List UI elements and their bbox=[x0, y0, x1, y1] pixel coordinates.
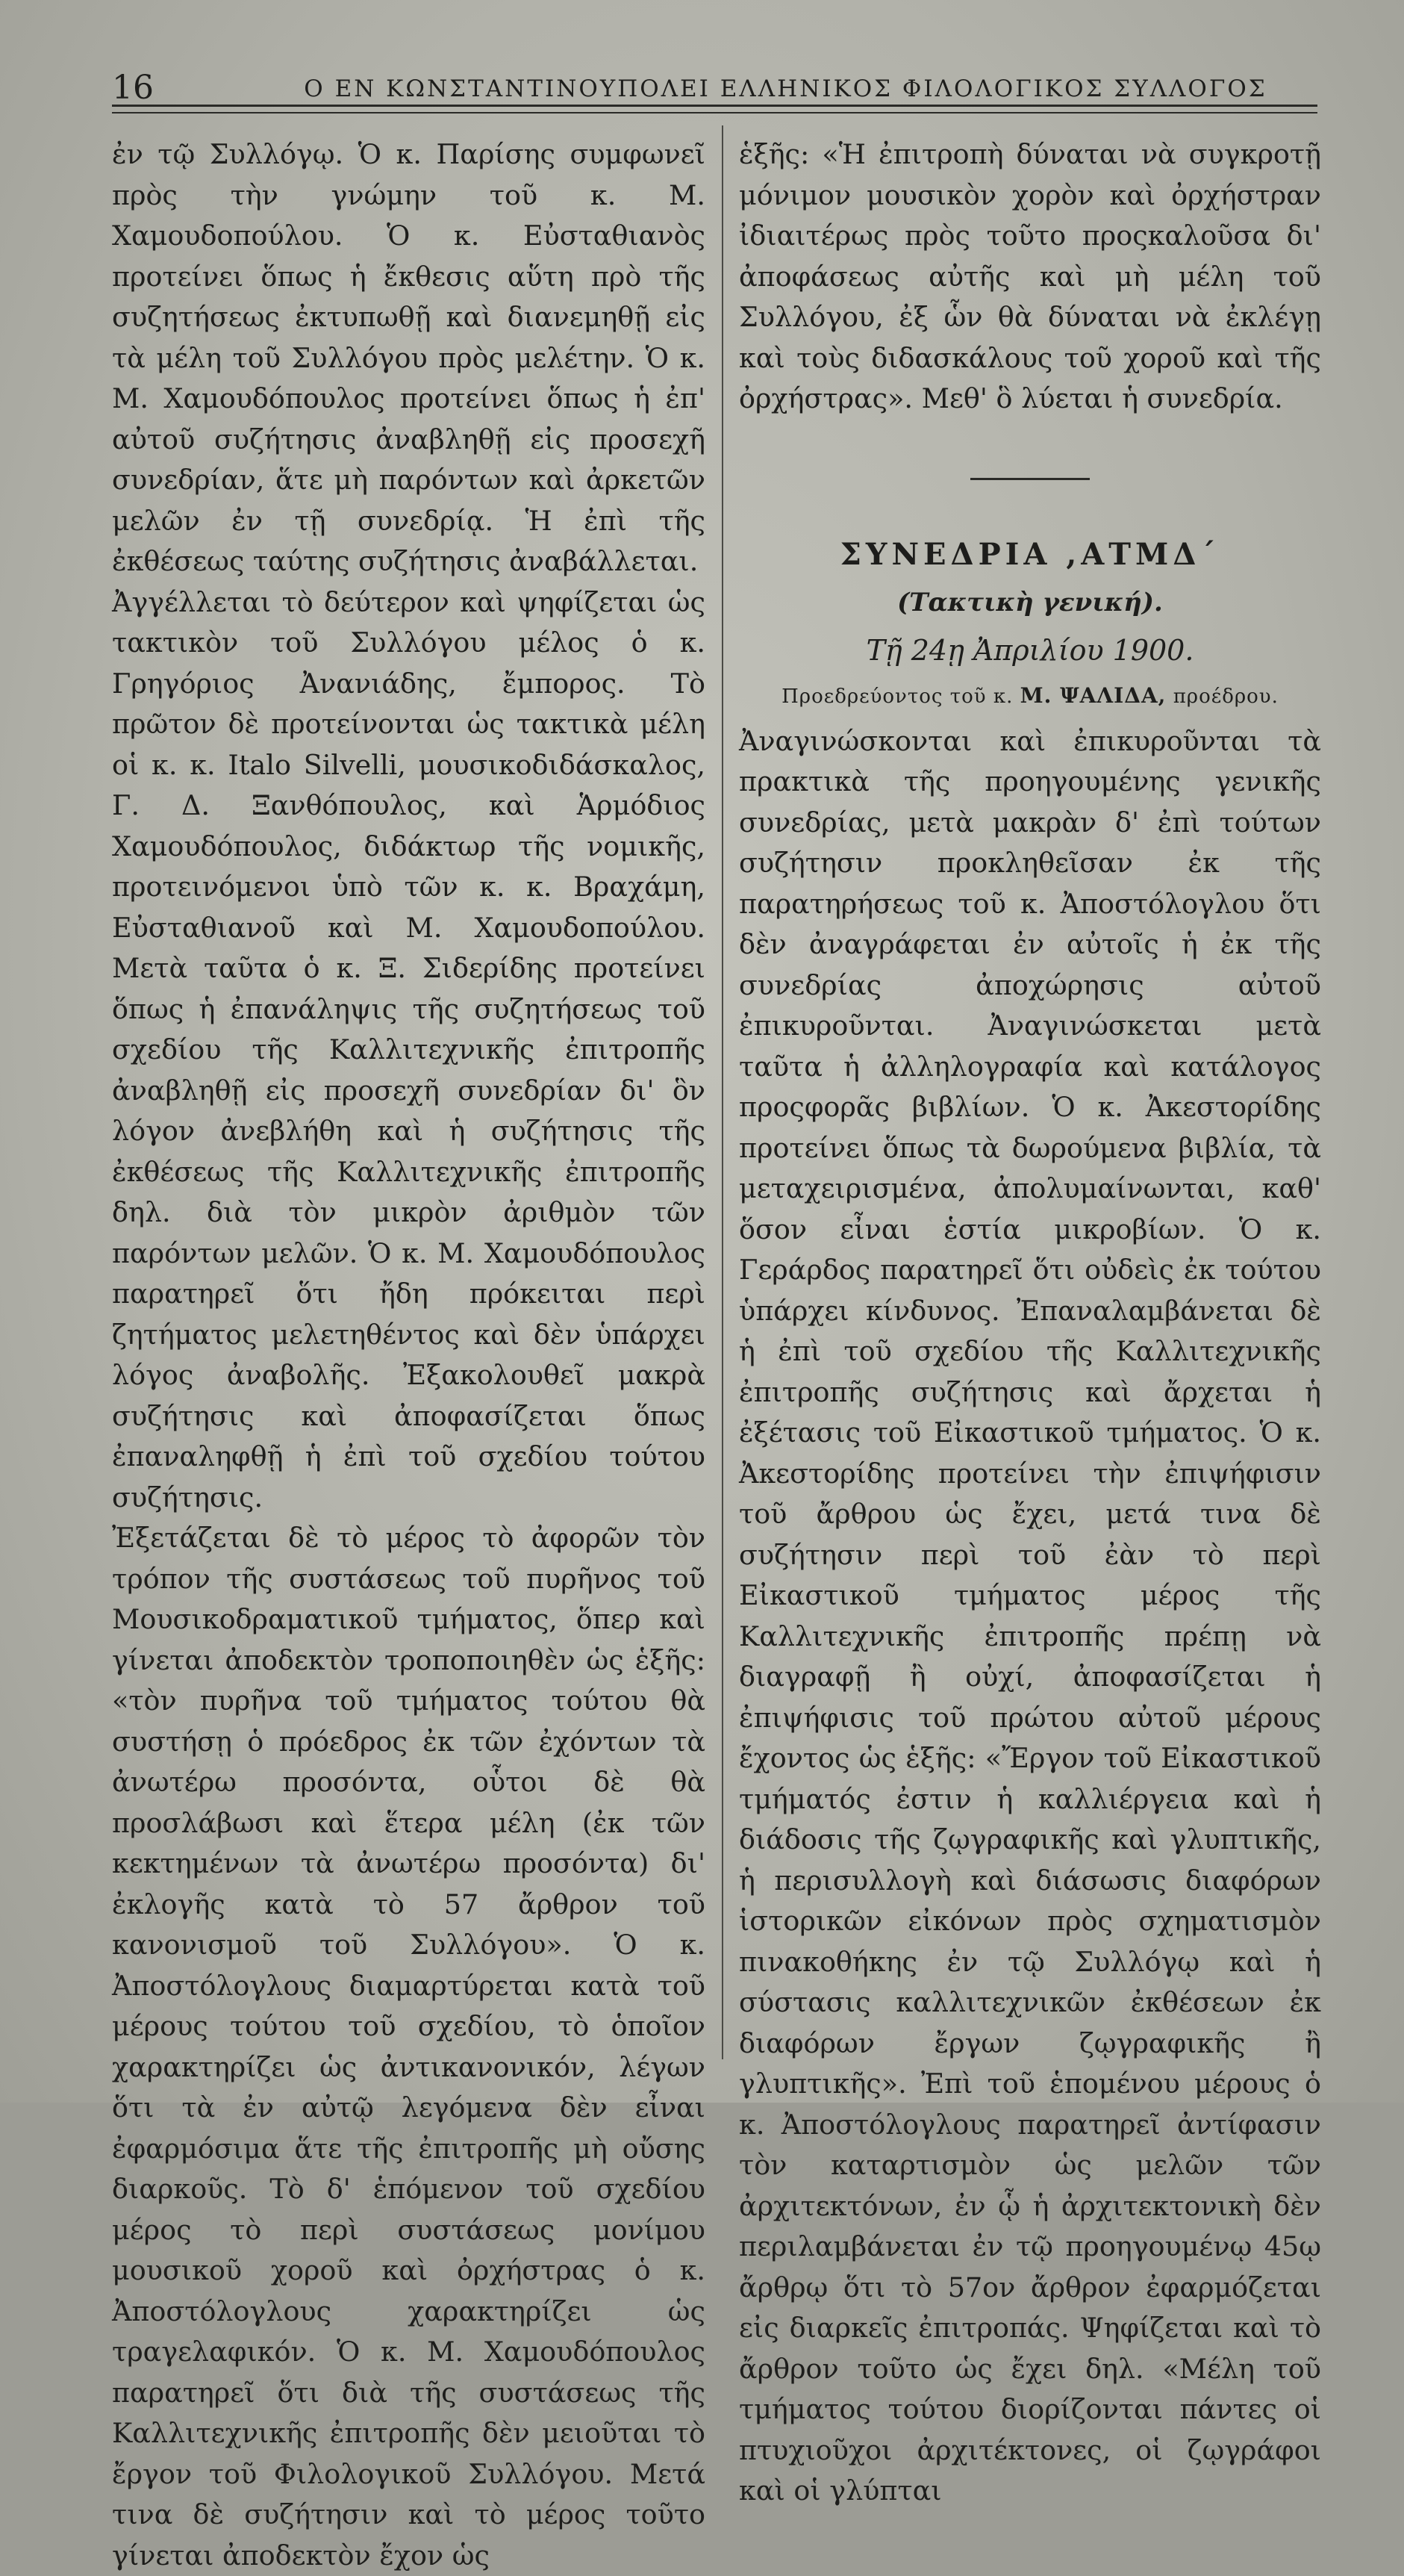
section-subtitle: (Τακτικὴ γενική). bbox=[897, 587, 1163, 617]
presiding-name: Μ. ΨΑΛΙΔΑ, bbox=[1020, 682, 1167, 708]
presiding-prefix: Προεδρεύοντος τοῦ κ. bbox=[781, 685, 1014, 708]
right-column bbox=[739, 134, 1321, 2507]
presiding-suffix: προέδρου. bbox=[1173, 685, 1279, 708]
section-title: ΣΥΝΕΔΡΙΑ ,ΑΤΜΔ΄ bbox=[840, 536, 1220, 572]
running-title: Ο ΕΝ ΚΩΝΣΤΑΝΤΙΝΟΥΠΟΛΕΙ ΕΛΛΗΝΙΚΟΣ ΦΙΛΟΛΟΓΙΚΟΣ ΣΥΛΛΟΓΟΣ bbox=[304, 75, 1267, 102]
right-paragraph-2: Ἀναγινώσκονται καὶ ἐπικυροῦνται τὰ πρακτικὰ τῆς προηγουμένης γενικῆς συνεδρίας, μετὰ μακρὰν δ' ἐπὶ τούτων συζήτησιν προκληθεῖσαν ἐκ τῆς παρατηρήσεως τοῦ κ. Ἀποστόλογλου ὅτι δὲν ἀναγράφεται ἐν αὐτοῖς ἡ ἐκ τῆς συνεδρίας ἀποχώρησις αὐτοῦ ἐπικυροῦνται. Ἀναγινώσκεται μετὰ ταῦτα ἡ ἀλληλογραφία καὶ κατάλογος προςφορᾶς βιβλίων. Ὁ κ. Ἀκεστορίδης προτείνει ὅπως τὰ δωρούμενα βιβλία, τὰ μεταχειρισμένα, ἀπολυμαίνωνται, καθ' ὅσον εἶναι ἑστία μικροβίων. Ὁ κ. Γεράρδος παρατηρεῖ ὅτι οὐδεὶς ἐκ τούτου ὑπάρχει κίνδυνος. Ἐπαναλαμβάνεται δὲ ἡ ἐπὶ τοῦ σχεδίου τῆς Καλλιτεχνικῆς ἐπιτροπῆς συζήτησις καὶ ἄρχεται ἡ ἐξέτασις τοῦ Εἰκαστικοῦ τμήματος. Ὁ κ. Ἀκεστορίδης προτείνει τὴν ἐπιψήφισιν τοῦ ἄρθρου ὡς ἔχει, μετά τινα δὲ συζήτησιν περὶ τοῦ ἐὰν τὸ περὶ Εἰκαστικοῦ τμήματος μέρος τῆς Καλλιτεχνικῆς ἐπιτροπῆς πρέπῃ νὰ διαγραφῇ ἢ οὐχί, ἀποφασίζεται ἡ ἐπιψήφισις τοῦ πρώτου αὐτοῦ μέρους ἔχοντος ὡς ἑξῆς: «Ἔργον τοῦ Εἰκαστικοῦ τμήματός ἐστιν ἡ καλλιέργεια καὶ ἡ διάδοσις τῆς ζῳγραφικῆς καὶ γλυπτικῆς, ἡ περισυλλογὴ καὶ διάσωσις διαφόρων ἱστορικῶν εἰκόνων πρὸς σχηματισμὸν πινακοθήκης ἐν τῷ Συλλόγῳ καὶ ἡ σύστασις καλλιτεχνικῶν ἐκθέσεων ἐκ διαφόρων ἔργων ζῳγραφικῆς ἢ γλυπτικῆς». Ἐπὶ τοῦ ἑπομένου μέρους ὁ κ. Ἀποστόλογλους παρατηρεῖ ἀντίφασιν τὸν καταρτισμὸν ὡς μελῶν τῶν ἀρχιτεκτόνων, ἐν ᾧ ἡ ἀρχιτεκτονικὴ δὲν περιλαμβάνεται ἐν τῷ προηγουμένῳ 45ῳ ἄρθρῳ ὅτι τὸ 57ον ἄρθρον ἐφαρμόζεται εἰς διαρκεῖς ἐπιτροπάς. Ψηφίζεται καὶ τὸ ἄρθρον τοῦτο ὡς ἔχει δηλ. «Μέλη τοῦ τμήματος τούτου διορίζονται πάντες οἱ πτυχιοῦχοι ἀρχιτέκτονες, οἱ ζῳγράφοι καὶ οἱ γλύπται bbox=[739, 724, 1321, 2507]
page-header bbox=[112, 66, 1317, 111]
page-number: 16 bbox=[112, 69, 154, 107]
left-paragraph-2: Ἀγγέλλεται τὸ δεύτερον καὶ ψηφίζεται ὡς τακτικὸν τοῦ Συλλόγου μέλος ὁ κ. Γρηγόριος Ἀνανιάδης, ἔμπορος. Τὸ πρῶτον δὲ προτείνονται ὡς τακτικὰ μέλη οἱ κ. κ. Italo Silvelli, μουσικοδιδάσκαλος, Γ. Δ. Ξανθόπουλος, καὶ Ἁρμόδιος Χαμουδόπουλος, διδάκτωρ τῆς νομικῆς, προτεινόμενοι ὑπὸ τῶν κ. κ. Βραχάμη, Εὐσταθιανοῦ καὶ Μ. Χαμουδοπούλου. Μετὰ ταῦτα ὁ κ. Ξ. Σιδερίδης προτείνει ὅπως ἡ ἐπανάληψις τῆς συζητήσεως τοῦ σχεδίου τῆς Καλλιτεχνικῆς ἐπιτροπῆς ἀναβληθῇ εἰς προσεχῆ συνεδρίαν δι' ὃν λόγον ἀνεβλήθη καὶ ἡ συζήτησις τῆς ἐκθέσεως τῆς Καλλιτεχνικῆς ἐπιτροπῆς δηλ. διὰ τὸν μικρὸν ἀριθμὸν τῶν παρόντων μελῶν. Ὁ κ. Μ. Χαμουδόπουλος παρατηρεῖ ὅτι ἤδη πρόκειται περὶ ζητήματος μελετηθέντος καὶ δὲν ὑπάρχει λόγος ἀναβολῆς. Ἐξακολουθεῖ μακρὰ συζήτησις καὶ ἀποφασίζεται ὅπως ἐπαναληφθῇ ἡ ἐπὶ τοῦ σχεδίου τούτου συζήτησις. bbox=[112, 585, 705, 1513]
header-rule-top bbox=[112, 105, 1317, 107]
section-presiding bbox=[739, 676, 1321, 717]
header-rule-bottom bbox=[112, 112, 1317, 113]
section-separator bbox=[970, 478, 1090, 480]
left-paragraph-3: Ἐξετάζεται δὲ τὸ μέρος τὸ ἀφορῶν τὸν τρόπον τῆς συστάσεως τοῦ πυρῆνος τοῦ Μουσικοδραματικοῦ τμήματος, ὅπερ καὶ γίνεται ἀποδεκτὸν τροποποιηθὲν ὡς ἑξῆς: «τὸν πυρῆνα τοῦ τμήματος τούτου θὰ συστήσῃ ὁ πρόεδρος ἐκ τῶν ἐχόντων τὰ ἀνωτέρω προσόντα, οὗτοι δὲ θὰ προσλάβωσι καὶ ἕτερα μέλη (ἐκ τῶν κεκτημένων τὰ ἀνωτέρω προσόντα) δι' ἐκλογῆς κατὰ τὸ 57 ἄρθρον τοῦ κανονισμοῦ τοῦ Συλλόγου». Ὁ κ. Ἀποστόλογλους διαμαρτύρεται κατὰ τοῦ μέρους τούτου τοῦ σχεδίου, τὸ ὁποῖον χαρακτηρίζει ὡς ἀντικανονικόν, λέγων ὅτι τὰ ἐν αὐτῷ λεγόμενα δὲν εἶναι ἐφαρμόσιμα ἅτε τῆς ἐπιτροπῆς μὴ οὔσης διαρκοῦς. Τὸ δ' ἑπόμενον τοῦ σχεδίου μέρος τὸ περὶ συστάσεως μονίμου μουσικοῦ χοροῦ καὶ ὀρχήστρας ὁ κ. Ἀποστόλογλους χαρακτηρίζει ὡς τραγελαφικόν. Ὁ κ. Μ. Χαμουδόπουλος παρατηρεῖ ὅτι διὰ τῆς συστάσεως τῆς Καλλιτεχνικῆς ἐπιτροπῆς δὲν μειοῦται τὸ ἔργον τοῦ Φιλολογικοῦ Συλλόγου. Μετά τινα δὲ συζήτησιν καὶ τὸ μέρος τοῦτο γίνεται ἀποδεκτὸν ἔχον ὡς bbox=[112, 1522, 705, 2572]
left-column bbox=[112, 134, 705, 2572]
left-paragraph-1: ἐν τῷ Συλλόγῳ. Ὁ κ. Παρίσης συμφωνεῖ πρὸς τὴν γνώμην τοῦ κ. Μ. Χαμουδοπούλου. Ὁ κ. Εὐσταθιανὸς προτείνει ὅπως ἡ ἔκθεσις αὕτη πρὸ τῆς συζητήσεως ἐκτυπωθῇ καὶ διανεμηθῇ εἰς τὰ μέλη τοῦ Συλλόγου πρὸς μελέτην. Ὁ κ. Μ. Χαμουδόπουλος προτείνει ὅπως ἡ ἐπ' αὐτοῦ συζήτησις ἀναβληθῇ εἰς προσεχῆ συνεδρίαν, ἅτε μὴ παρόντων καὶ ἀρκετῶν μελῶν ἐν τῇ συνεδρίᾳ. Ἡ ἐπὶ τῆς ἐκθέσεως ταύτης συζήτησις ἀναβάλλεται. bbox=[112, 138, 705, 577]
right-paragraph-1: ἑξῆς: «Ἡ ἐπιτροπὴ δύναται νὰ συγκροτῇ μόνιμον μουσικὸν χορὸν καὶ ὀρχήστραν ἰδιαιτέρως πρὸς τοῦτο προςκαλοῦσα δι' ἀποφάσεως αὐτῆς καὶ μὴ μέλη τοῦ Συλλόγου, ἐξ ὧν θὰ δύναται νὰ ἐκλέγῃ καὶ τοὺς διδασκάλους τοῦ χοροῦ καὶ τῆς ὀρχήστρας». Μεθ' ὃ λύεται ἡ συνεδρία. bbox=[739, 138, 1321, 414]
section-date: Τῇ 24ῃ Ἀπριλίου 1900. bbox=[866, 633, 1194, 667]
column-divider bbox=[722, 125, 723, 2059]
